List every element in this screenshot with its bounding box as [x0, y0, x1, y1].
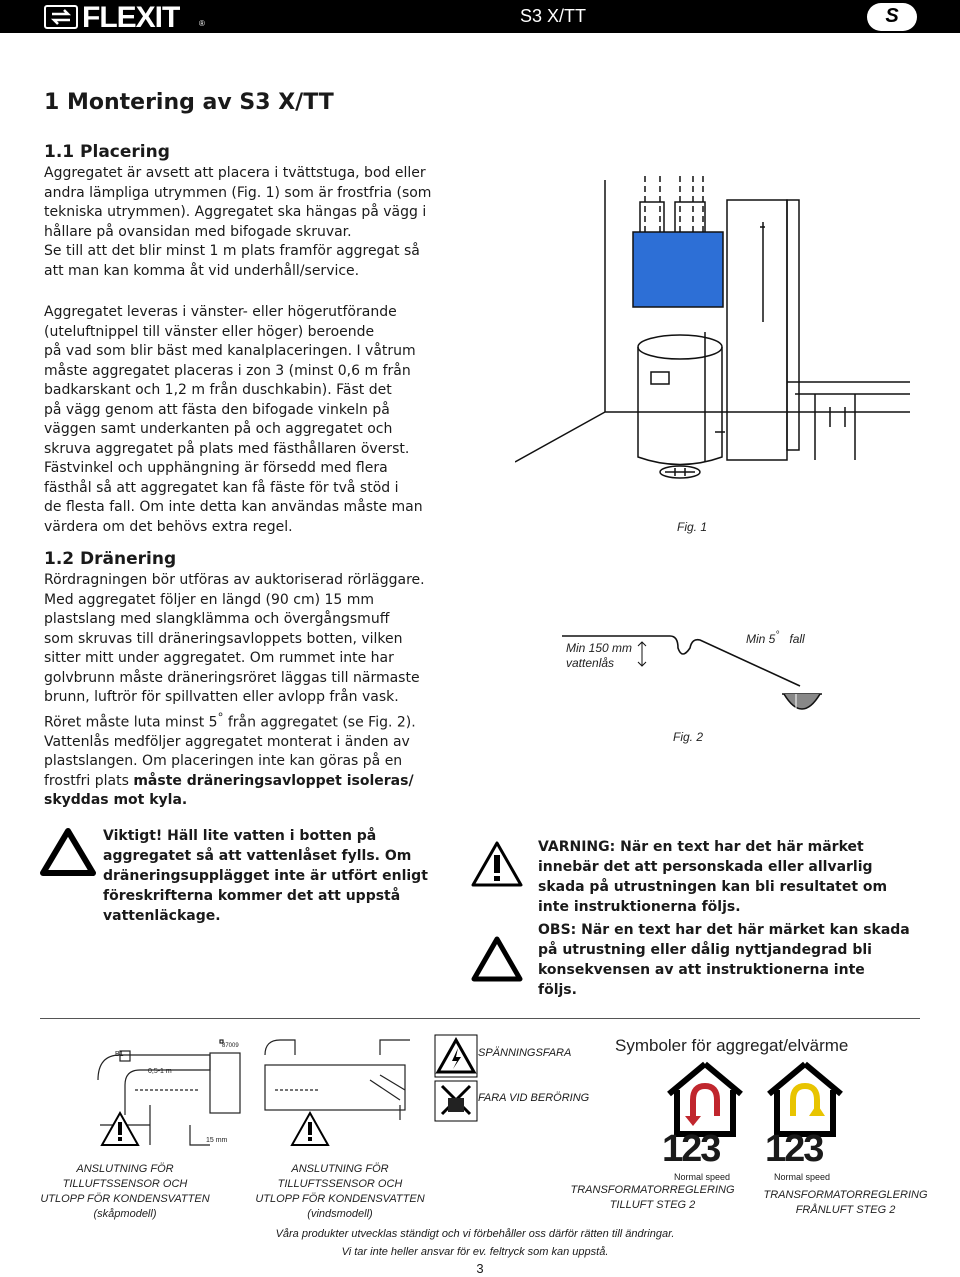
- fig2-fall-suffix: fall: [789, 632, 805, 646]
- text-line: Aggregatet leveras i vänster- eller högerutförande: [44, 304, 397, 320]
- page-title: 1 Montering av S3 X/TT: [44, 90, 334, 115]
- fig2-label-trap: vattenlås: [566, 656, 615, 670]
- caption-line: ANSLUTNING FÖR: [76, 1163, 174, 1175]
- notice-line: föreskrifterna kommer det att uppstå: [103, 888, 401, 904]
- diag-label-code: 87009: [222, 1043, 239, 1049]
- notice-line: aggregatet så att vattenlåset fylls. Om: [103, 848, 412, 864]
- diag-label-dim1: 0,5-1 m: [148, 1068, 172, 1075]
- speed-steps-extract: 123: [765, 1128, 823, 1170]
- notice-line: på utrustning eller dålig nyttjandegrad bli: [538, 942, 872, 958]
- notice-line: konsekvensen av att instruktionerna inte: [538, 962, 865, 978]
- page-number: 3: [476, 1261, 484, 1276]
- fig2-label-min: Min 150 mm: [566, 641, 633, 655]
- text-line: fästhål så att aggregatet kan få fäste för två stöd i: [44, 479, 399, 496]
- text-line: plastslangen. Om placeringen inte kan göras på en: [44, 753, 403, 770]
- text-line: att man kan komma åt vid underhåll/service.: [44, 262, 360, 279]
- text-line: brunn, luftrör för spillvatten eller avlopp från vask.: [44, 689, 399, 705]
- fara-label: FARA VID BERÖRING: [478, 1092, 590, 1104]
- varning-notice: [538, 837, 918, 917]
- flexit-logo-text: FLEXIT: [82, 1, 180, 34]
- text-line: sitter mitt under aggregatet. Om rummet inte har: [44, 650, 394, 666]
- danger-exclamation-icon: [470, 840, 524, 888]
- text-line: måste aggregatet placeras i zon 3 (minst 0,6 m från: [44, 362, 411, 379]
- diag-label-b1: B1: [115, 1051, 124, 1058]
- bold-line: skyddas mot kyla.: [44, 792, 188, 809]
- diag-label-dim2: 15 mm: [206, 1137, 228, 1144]
- text-line: Fästvinkel och upphängning är försedd med flera: [44, 460, 388, 476]
- speed-steps-supply: 123: [662, 1128, 720, 1170]
- connection-diagrams: [80, 1035, 440, 1150]
- left-connection-caption: [40, 1162, 210, 1222]
- text-line: på vägg genom att fästa den bifogade vinkeln på: [44, 401, 390, 418]
- caption-line: TRANSFORMATORREGLERING: [570, 1184, 735, 1196]
- fig1-caption: Fig. 1: [677, 520, 708, 534]
- text-line: Aggregatet är avsett att placera i tvättstuga, bod eller: [44, 165, 426, 181]
- warning-triangle-icon: [40, 828, 96, 876]
- fig2-caption: Fig. 2: [673, 730, 704, 744]
- transformer-extract-caption: [758, 1188, 933, 1218]
- viktigt-notice: [103, 826, 433, 926]
- notice-line: VARNING: När en text har det här märket: [538, 839, 864, 855]
- dranering-paragraph: [44, 571, 514, 811]
- fig2-label-fall: [746, 630, 805, 646]
- text-line: skruva aggregatet på plats med fästhållaren överst.: [44, 440, 410, 457]
- transformer-supply-caption: [565, 1183, 740, 1213]
- notice-line: dräneringsupplägget inte är utfört enligt: [103, 868, 428, 884]
- notice-line: följs.: [538, 982, 577, 998]
- text-fragment: från aggregatet (se Fig. 2).: [223, 714, 416, 731]
- logo-registered: ®: [199, 19, 205, 28]
- obs-notice: [538, 920, 918, 1000]
- notice-line: innebär det att personskada eller allvarlig: [538, 859, 873, 875]
- section-title-placering: 1.1 Placering: [44, 142, 170, 162]
- electric-hazard-icon: [434, 1034, 478, 1078]
- degree-sign: °: [217, 709, 224, 724]
- spanningsfara-label: SPÄNNINGSFARA: [478, 1047, 572, 1059]
- notice-line: inte instruktionerna följs.: [538, 899, 741, 915]
- notice-line: vattenläckage.: [103, 908, 221, 924]
- notice-line: skada på utrustningen kan bli resultatet om: [538, 879, 888, 895]
- text-line: väggen samt underkanten på och aggregatet och: [44, 421, 393, 437]
- notice-line: OBS: När en text har det här märket kan skada: [538, 922, 910, 938]
- notice-line: Viktigt! Häll lite vatten i botten på: [103, 828, 377, 844]
- page-header: [0, 0, 960, 33]
- caption-line: FRÅNLUFT STEG 2: [795, 1204, 896, 1216]
- text-line: Vattenlås medföljer aggregatet monterat i änden av: [44, 733, 410, 750]
- house-supply-air-icon: [665, 1060, 745, 1138]
- section-badge-label: S: [885, 5, 899, 27]
- caption-line: ANSLUTNING FÖR: [291, 1163, 389, 1175]
- text-line: hållare på ovansidan med bifogade skruvar.: [44, 223, 352, 240]
- caption-line: UTLOPP FÖR KONDENSVATTEN: [255, 1193, 425, 1205]
- bold-fragment: måste dräneringsavloppet isoleras/: [133, 772, 414, 789]
- divider: [40, 1018, 920, 1019]
- house-extract-air-icon: [765, 1060, 845, 1138]
- text-line: andra lämpliga utrymmen (Fig. 1) som är frostfria (som: [44, 184, 432, 201]
- caption-line: TILLUFTSSENSOR OCH: [277, 1178, 403, 1190]
- text-line: (uteluftnippel till vänster eller höger) beroende: [44, 323, 375, 340]
- text-line: de flesta fall. Om inte detta kan användas måste man: [44, 499, 423, 515]
- footer-line-1: Våra produkter utvecklas ständigt och vi förbehåller oss därför rätten till ändringar.: [275, 1228, 675, 1240]
- caption-line: (vindsmodell): [307, 1208, 373, 1220]
- footer-line-2: Vi tar inte heller ansvar för ev. feltryck som kan uppstå.: [341, 1246, 609, 1258]
- slope-line: [44, 708, 514, 733]
- text-line: golvbrunn måste dräneringsröret läggas till närmaste: [44, 669, 420, 686]
- fig2-fall-value: Min 5: [746, 632, 776, 646]
- caption-line: (skåpmodell): [93, 1208, 157, 1220]
- text-line: värdera om det behövs extra regel.: [44, 518, 293, 535]
- placering-paragraph-2: [44, 303, 514, 537]
- touch-hazard-icon: [434, 1080, 478, 1122]
- symbols-title: Symboler för aggregat/elvärme: [615, 1036, 849, 1055]
- fig2-fall-degree: °: [775, 630, 780, 641]
- caption-line: UTLOPP FÖR KONDENSVATTEN: [40, 1193, 210, 1205]
- mixed-line: [44, 772, 514, 792]
- text-fragment: frostfri plats: [44, 772, 134, 789]
- normal-speed-label-supply: Normal speed: [673, 1172, 731, 1182]
- text-line: tekniska utrymmen). Aggregatet ska hängas på vägg i: [44, 204, 427, 220]
- section-title-dranering: 1.2 Dränering: [44, 549, 177, 569]
- section-badge: [867, 3, 917, 31]
- header-title: S3 X/TT: [520, 6, 587, 26]
- normal-speed-label-extract: Normal speed: [773, 1172, 831, 1182]
- text-fragment: Röret måste luta minst 5: [44, 714, 218, 731]
- text-line: som skruvas till dräneringsavloppets botten, vilken: [44, 630, 403, 647]
- text-line: på vad som blir bäst med kanalplaceringen. I våtrum: [44, 343, 416, 359]
- caption-line: TILLUFT STEG 2: [609, 1199, 696, 1211]
- flexit-logo-icon: [44, 5, 78, 29]
- text-line: badkarskant och 1,2 m från duschkabin). Fäst det: [44, 382, 392, 398]
- caption-line: TRANSFORMATORREGLERING: [763, 1189, 928, 1201]
- placering-paragraph-1: [44, 164, 504, 281]
- text-line: plastslang med slangklämma och övergångsmuff: [44, 611, 390, 627]
- text-line: Rördragningen bör utföras av auktoriserad rörläggare.: [44, 572, 425, 588]
- caution-triangle-icon: [470, 935, 524, 983]
- mid-connection-caption: [255, 1162, 425, 1222]
- installation-illustration: [515, 172, 910, 492]
- text-line: Med aggregatet följer en längd (90 cm) 15 mm: [44, 591, 375, 608]
- text-line: Se till att det blir minst 1 m plats framför aggregat så: [44, 243, 420, 259]
- caption-line: TILLUFTSSENSOR OCH: [62, 1178, 188, 1190]
